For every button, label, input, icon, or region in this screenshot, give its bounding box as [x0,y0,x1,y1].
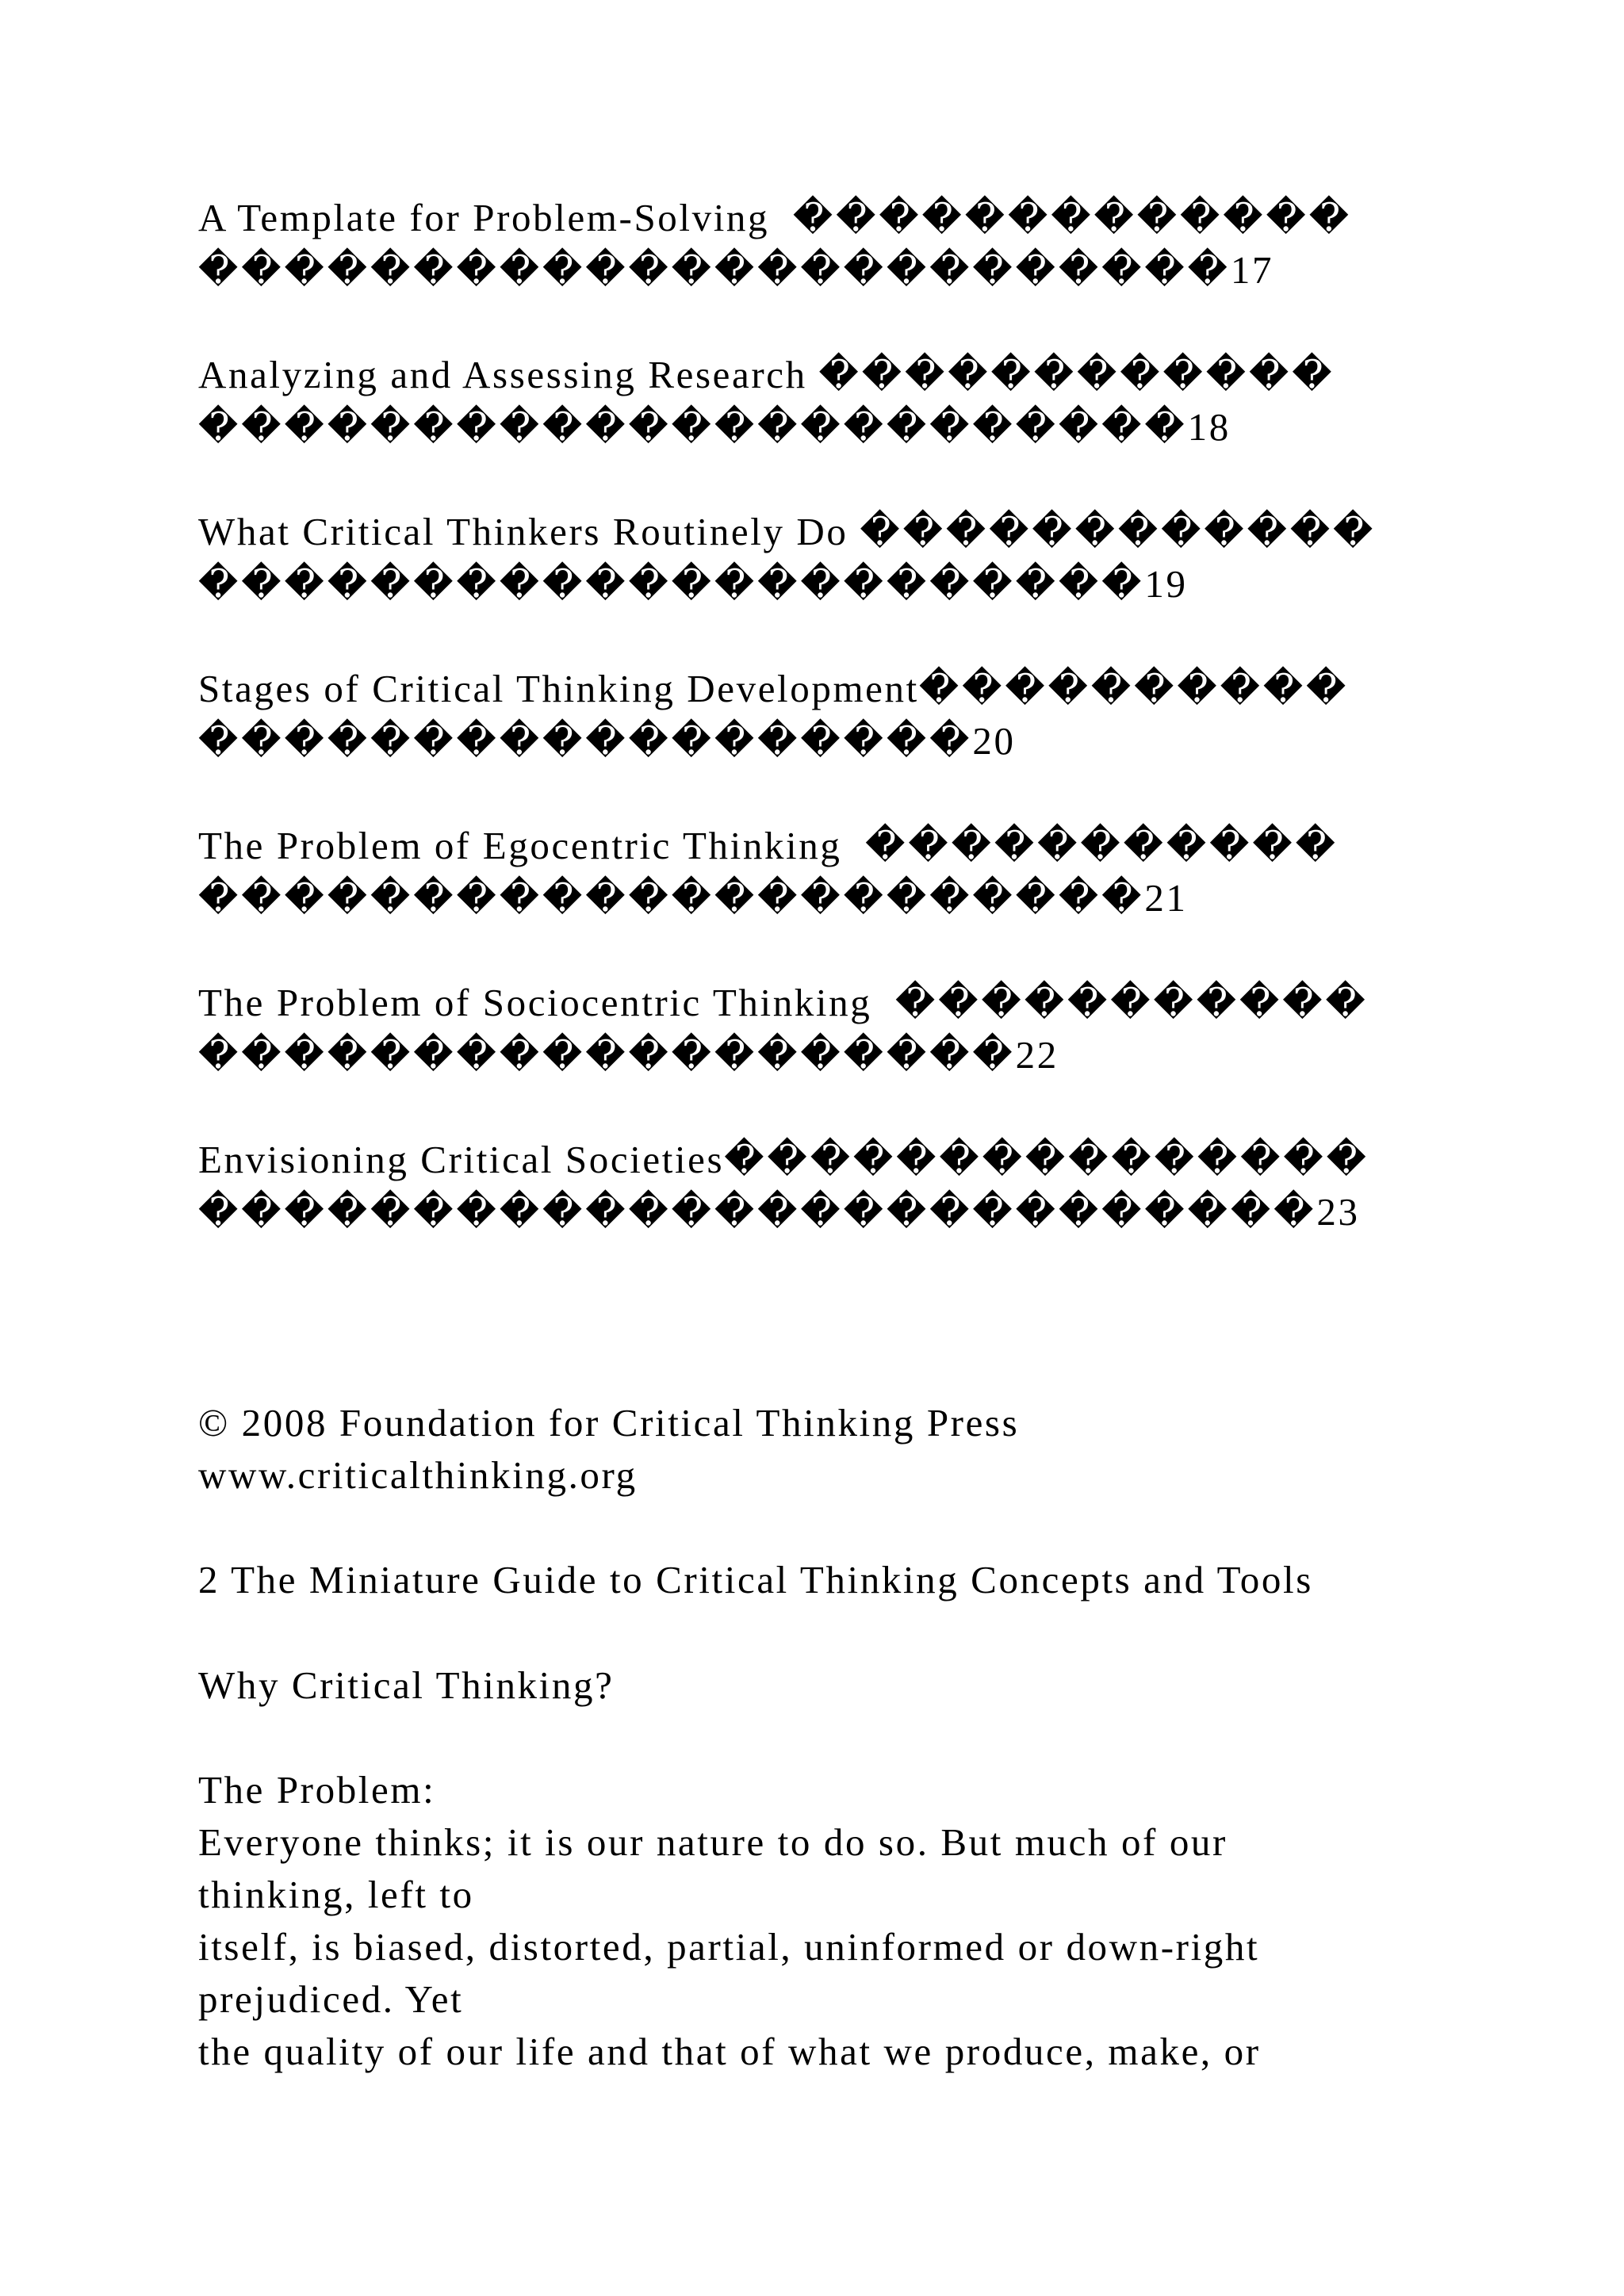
toc-leader: ������������� [792,196,1353,239]
toc-leader: ������������ [860,510,1377,553]
toc-page-number: 22 [1015,1033,1059,1077]
toc-entry-title: Envisioning Critical Societies [198,1138,725,1181]
toc-leader: ���������������������� [198,876,1145,920]
toc-page-number: 17 [1230,248,1274,292]
toc-entry-1-line2 [198,244,1274,297]
toc-entry-title: A Template for Problem-Solving [198,196,793,239]
toc-entry-5-line1 [198,820,1339,872]
website-link: www.criticalthinking.org [198,1453,638,1497]
toc-leader: ��������������� [724,1138,1369,1181]
toc-leader: ����������������������� [198,405,1188,449]
toc-entry-1-line1 [198,192,1352,244]
toc-entry-3-line1 [198,506,1376,558]
toc-entry-4-line2 [198,715,1016,767]
toc-page-number: 21 [1144,876,1188,920]
toc-leader: ����������� [865,824,1339,867]
toc-leader: ������������������������ [198,248,1231,292]
toc-leader: ���������� [918,667,1350,710]
toc-entry-title: What Critical Thinkers Routinely Do [198,510,860,553]
copyright-notice: © 2008 Foundation for Critical Thinking Press [198,1401,1020,1445]
toc-entry-title: The Problem of Sociocentric Thinking [198,981,896,1024]
toc-page-number: 18 [1187,405,1231,449]
toc-entry-2-line2 [198,401,1231,453]
toc-leader: ������������������� [198,1033,1016,1077]
body-line: itself, is biased, distorted, partial, uninformed or down-right [198,1925,1260,1969]
toc-entry-6-line1 [198,977,1369,1029]
toc-page-number: 20 [972,719,1016,763]
toc-leader: �������������������������� [198,1190,1317,1234]
toc-entry-7-line2 [198,1186,1360,1238]
toc-entry-2-line1 [198,349,1335,401]
toc-entry-6-line2 [198,1029,1059,1081]
toc-entry-3-line2 [198,558,1188,610]
running-header: 2 The Miniature Guide to Critical Thinking Concepts and Tools [198,1558,1313,1601]
body-line: prejudiced. Yet [198,1977,464,2021]
toc-entry-7-line1 [198,1134,1369,1186]
toc-entry-title: The Problem of Egocentric Thinking [198,824,866,867]
toc-leader: ���������������������� [198,562,1145,606]
toc-entry-5-line2 [198,872,1188,924]
body-line: the quality of our life and that of what we produce, make, or [198,2030,1261,2073]
body-line: thinking, left to [198,1873,474,1916]
section-title: Why Critical Thinking? [198,1663,615,1707]
toc-page-number: 19 [1144,562,1188,606]
toc-entry-title: Stages of Critical Thinking Development [198,667,919,710]
toc-leader: ������������ [818,353,1335,396]
toc-page-number: 23 [1316,1190,1360,1234]
toc-entry-title: Analyzing and Assessing Research [198,353,819,396]
body-line: Everyone thinks; it is our nature to do so. But much of our [198,1820,1228,1864]
subsection-title: The Problem: [198,1768,436,1812]
toc-leader: ������������������ [198,719,973,763]
toc-leader: ����������� [895,981,1369,1024]
toc-entry-4-line1 [198,663,1349,715]
